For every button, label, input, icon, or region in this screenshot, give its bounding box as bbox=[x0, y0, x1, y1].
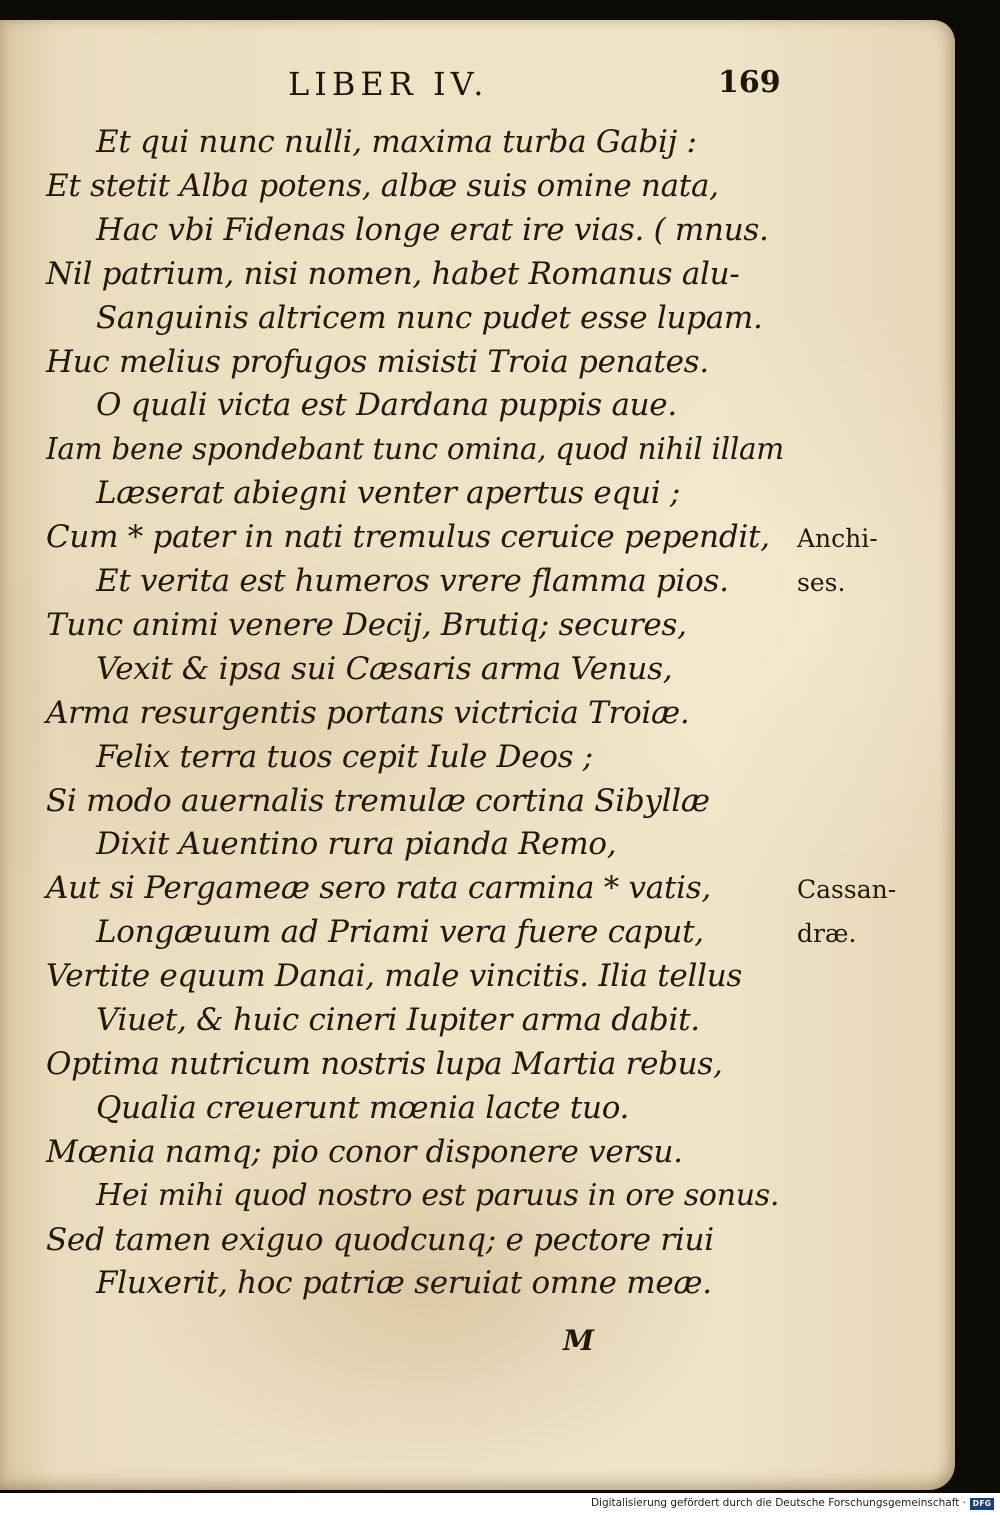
running-title: LIBER IV. bbox=[288, 65, 489, 103]
marginal-note-line: Cassan- bbox=[797, 875, 897, 905]
digitization-credit: Digitalisierung gefördert durch die Deutsche Forschungsgemeinschaft · bbox=[590, 1497, 966, 1509]
dfg-logo-icon: DFG bbox=[970, 1498, 994, 1510]
verse-line: Et stetit Alba potens, albæ suis omine nata, bbox=[46, 167, 719, 204]
verse-line: Hei mihi quod nostro est paruus in ore sonus. bbox=[96, 1177, 780, 1213]
verse-line: Læserat abiegni venter apertus equi ; bbox=[96, 475, 681, 512]
verse-line: Nil patrium, nisi nomen, habet Romanus alu- bbox=[46, 255, 740, 292]
verse-line: Mœnia namq; pio conor disponere versu. bbox=[46, 1133, 683, 1170]
verse-line: Huc melius profugos misisti Troia penates. bbox=[46, 343, 709, 380]
verse-line: Aut si Pergameæ sero rata carmina * vatis, bbox=[46, 870, 711, 907]
verse-line: Felix terra tuos cepit Iule Deos ; bbox=[96, 738, 593, 775]
verse-line: Hac vbi Fidenas longe erat ire vias. ( mnus. bbox=[96, 211, 769, 248]
verse-line: Dixit Auentino rura pianda Remo, bbox=[96, 826, 617, 863]
verse-line: Vexit & ipsa sui Cæsaris arma Venus, bbox=[96, 650, 673, 687]
marginal-note-line: Anchi- bbox=[797, 524, 878, 554]
verse-line: O quali victa est Dardana puppis aue. bbox=[96, 387, 677, 424]
verse-line: Arma resurgentis portans victricia Troiæ. bbox=[46, 694, 690, 731]
book-page bbox=[0, 20, 955, 1490]
verse-line: Viuet, & huic cineri Iupiter arma dabit. bbox=[96, 1002, 700, 1038]
verse-line: Longæuum ad Priami vera fuere caput, bbox=[96, 914, 704, 951]
verse-line: Cum * pater in nati tremulus ceruice pependit, bbox=[46, 519, 770, 556]
signature-mark: M bbox=[563, 1324, 594, 1357]
verse-line: Iam bene spondebant tunc omina, quod nihil illam bbox=[46, 432, 784, 467]
verse-line: Qualia creuerunt mœnia lacte tuo. bbox=[96, 1089, 630, 1126]
verse-line: Tunc animi venere Decij, Brutiq; secures, bbox=[46, 606, 687, 643]
page-number: 169 bbox=[718, 65, 781, 100]
marginal-note-line: dræ. bbox=[797, 919, 857, 949]
verse-line: Et verita est humeros vrere flamma pios. bbox=[96, 563, 729, 599]
marginal-note-line: ses. bbox=[797, 568, 846, 597]
verse-line: Et qui nunc nulli, maxima turba Gabij : bbox=[96, 124, 697, 160]
verse-line: Vertite equum Danai, male vincitis. Ilia tellus bbox=[46, 958, 742, 995]
verse-line: Sed tamen exiguo quodcunq; e pectore riui bbox=[46, 1221, 714, 1258]
verse-line: Optima nutricum nostris lupa Martia rebus, bbox=[46, 1045, 723, 1082]
verse-line: Si modo auernalis tremulæ cortina Sibyllæ bbox=[46, 782, 710, 819]
verse-line: Fluxerit, hoc patriæ seruiat omne meæ. bbox=[96, 1265, 712, 1302]
verse-line: Sanguinis altricem nunc pudet esse lupam. bbox=[96, 299, 763, 336]
